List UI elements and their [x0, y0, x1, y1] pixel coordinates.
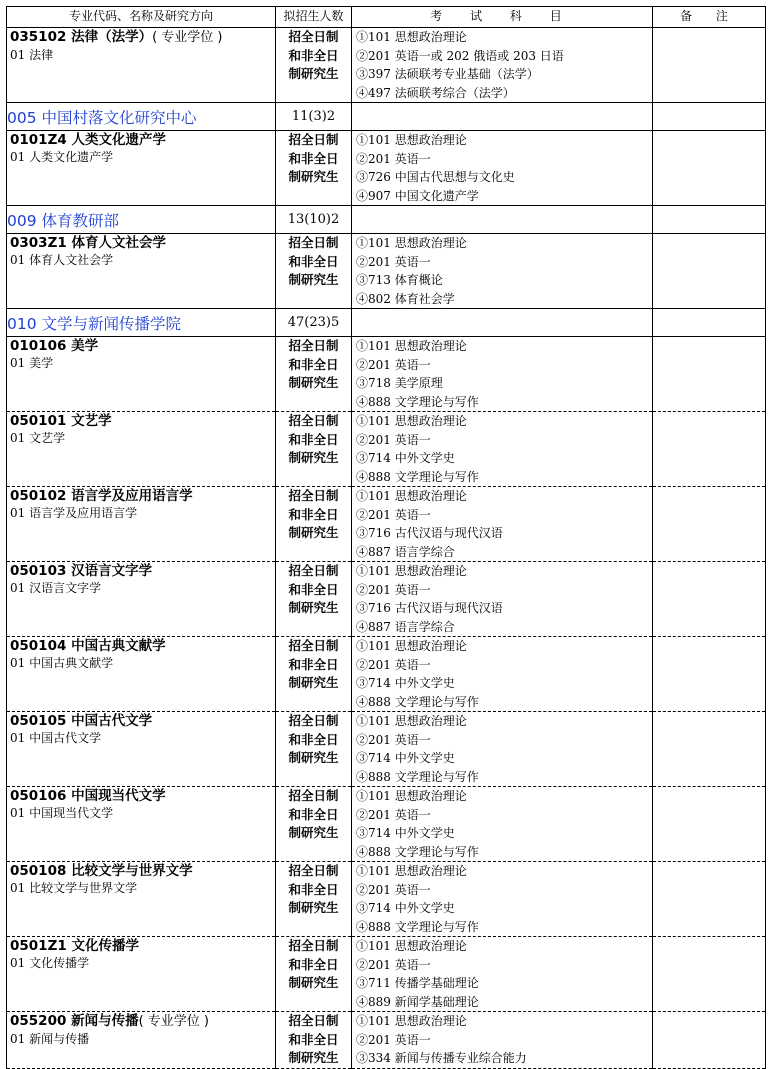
exam-subject: ②201 英语一	[356, 732, 431, 747]
research-direction: 01 法律	[10, 48, 54, 62]
major-code: 0101Z4	[10, 132, 67, 148]
department-exam-cell	[352, 309, 653, 337]
major-cell	[7, 862, 276, 937]
enrollment-mode-line: 和非全日	[288, 731, 339, 747]
department-name: 009 体育教研部	[7, 206, 276, 234]
major-title	[7, 234, 275, 252]
exam-subject: ③714 中外文学史	[356, 751, 455, 765]
exam-subjects-cell	[352, 712, 653, 787]
enrollment-mode-line: 制研究生	[288, 1050, 339, 1065]
exam-subject: ④888 文学理论与写作	[356, 844, 479, 859]
enrollment-mode-line: 和非全日	[288, 881, 339, 897]
enrollment-mode-cell	[276, 28, 352, 103]
enrollment-mode-line: 招全日制	[288, 488, 339, 503]
research-direction: 01 新闻与传播	[10, 1032, 90, 1046]
major-code: 050106	[10, 788, 67, 804]
enrollment-mode-cell	[276, 937, 352, 1012]
note-cell	[653, 234, 766, 309]
enrollment-mode-line: 招全日制	[288, 713, 339, 728]
department-quota: 13(10)2	[276, 206, 352, 234]
exam-subject: ④888 文学理论与写作	[356, 394, 479, 409]
exam-subject: ②201 英语一或 202 俄语或 203 日语	[356, 48, 564, 63]
department-exam-cell	[352, 206, 653, 234]
exam-subject: ④887 语言学综合	[356, 544, 455, 559]
note-cell	[653, 131, 766, 206]
department-name: 005 中国村落文化研究中心	[7, 103, 276, 131]
table-header-row	[7, 7, 766, 28]
major-code: 050108	[10, 863, 67, 879]
research-direction: 01 文化传播学	[10, 956, 90, 970]
exam-subject: ①101 思想政治理论	[356, 414, 467, 428]
major-code: 0303Z1	[10, 235, 67, 251]
major-name: 中国古代文学	[71, 713, 153, 729]
research-direction: 01 人类文化遗产学	[10, 150, 114, 164]
major-code: 050101	[10, 413, 67, 429]
exam-subject: ②201 英语一	[356, 657, 431, 672]
major-name: 美学	[71, 338, 99, 354]
enrollment-mode-cell	[276, 234, 352, 309]
enrollment-mode-line: 制研究生	[288, 525, 339, 540]
exam-subject: ④889 新闻学基础理论	[356, 994, 479, 1009]
exam-subject: ②201 英语一	[356, 582, 431, 597]
major-title	[7, 487, 275, 505]
major-cell	[7, 28, 276, 103]
note-cell	[653, 28, 766, 103]
enrollment-mode-line: 制研究生	[288, 66, 339, 81]
enrollment-mode-cell	[276, 562, 352, 637]
exam-subject: ④887 语言学综合	[356, 619, 455, 634]
major-row	[7, 562, 766, 637]
major-title	[7, 712, 275, 730]
major-cell	[7, 131, 276, 206]
major-name: 人类文化遗产学	[71, 132, 166, 148]
exam-subject: ③714 中外文学史	[356, 451, 455, 465]
exam-subject: ②201 英语一	[356, 357, 431, 372]
exam-subjects-cell	[352, 637, 653, 712]
enrollment-mode-line: 制研究生	[288, 750, 339, 765]
major-row	[7, 1012, 766, 1069]
exam-subject: ①101 思想政治理论	[356, 236, 467, 250]
enrollment-mode-cell	[276, 412, 352, 487]
major-title	[7, 637, 275, 655]
exam-subject: ③713 体育概论	[356, 273, 443, 287]
department-note-cell	[653, 206, 766, 234]
major-code: 050105	[10, 713, 67, 729]
major-cell	[7, 234, 276, 309]
exam-subject: ②201 英语一	[356, 957, 431, 972]
enrollment-mode-line: 和非全日	[288, 806, 339, 822]
enrollment-mode-cell	[276, 487, 352, 562]
note-cell	[653, 862, 766, 937]
exam-subject: ③716 古代汉语与现代汉语	[356, 526, 503, 540]
enrollment-mode-line: 招全日制	[288, 938, 339, 953]
exam-subject: ④888 文学理论与写作	[356, 694, 479, 709]
department-note-cell	[653, 103, 766, 131]
research-direction: 01 文艺学	[10, 431, 66, 445]
exam-subject: ②201 英语一	[356, 254, 431, 269]
enrollment-mode-line: 制研究生	[288, 450, 339, 465]
enrollment-mode-line: 制研究生	[288, 825, 339, 840]
enrollment-mode-cell	[276, 131, 352, 206]
exam-subject: ②201 英语一	[356, 432, 431, 447]
exam-subject: ③334 新闻与传播专业综合能力	[356, 1051, 527, 1065]
exam-subjects-cell	[352, 337, 653, 412]
enrollment-mode-line: 和非全日	[288, 253, 339, 269]
enrollment-mode-line: 和非全日	[288, 506, 339, 522]
exam-subject: ②201 英语一	[356, 807, 431, 822]
exam-subject: ②201 英语一	[356, 1032, 431, 1047]
major-code: 0501Z1	[10, 938, 67, 954]
department-row	[7, 206, 766, 234]
exam-subjects-cell	[352, 937, 653, 1012]
exam-subjects-cell	[352, 1012, 653, 1069]
exam-subject: ③726 中国古代思想与文化史	[356, 170, 515, 184]
major-title	[7, 862, 275, 880]
major-row	[7, 712, 766, 787]
enrollment-mode-line: 和非全日	[288, 47, 339, 63]
department-exam-cell	[352, 103, 653, 131]
exam-subject: ①101 思想政治理论	[356, 133, 467, 147]
research-direction: 01 美学	[10, 356, 54, 370]
header-exam-subjects: 考 试 科 目	[352, 7, 653, 28]
major-name: 文化传播学	[71, 938, 139, 954]
note-cell	[653, 937, 766, 1012]
exam-subject: ①101 思想政治理论	[356, 1014, 467, 1028]
major-code: 050103	[10, 563, 67, 579]
enrollment-mode-cell	[276, 862, 352, 937]
note-cell	[653, 487, 766, 562]
research-direction: 01 汉语言文字学	[10, 581, 102, 595]
enrollment-mode-cell	[276, 637, 352, 712]
enrollment-mode-line: 制研究生	[288, 169, 339, 184]
exam-subject: ④888 文学理论与写作	[356, 919, 479, 934]
major-cell	[7, 487, 276, 562]
major-row	[7, 637, 766, 712]
major-cell	[7, 337, 276, 412]
major-name: 新闻与传播	[71, 1013, 139, 1029]
research-direction: 01 中国古典文献学	[10, 656, 114, 670]
note-cell	[653, 712, 766, 787]
exam-subject: ①101 思想政治理论	[356, 30, 467, 44]
exam-subject: ②201 英语一	[356, 507, 431, 522]
exam-subject: ①101 思想政治理论	[356, 864, 467, 878]
exam-subject: ①101 思想政治理论	[356, 939, 467, 953]
exam-subjects-cell	[352, 487, 653, 562]
major-cell	[7, 787, 276, 862]
major-name: 比较文学与世界文学	[71, 863, 193, 879]
major-title	[7, 337, 275, 355]
enrollment-mode-line: 和非全日	[288, 956, 339, 972]
department-row	[7, 103, 766, 131]
note-cell	[653, 637, 766, 712]
major-name: 中国古典文献学	[71, 638, 166, 654]
research-direction: 01 语言学及应用语言学	[10, 506, 138, 520]
exam-subject: ③711 传播学基础理论	[356, 976, 479, 990]
major-code: 050102	[10, 488, 67, 504]
department-row	[7, 309, 766, 337]
major-row	[7, 28, 766, 103]
department-name: 010 文学与新闻传播学院	[7, 309, 276, 337]
exam-subject: ①101 思想政治理论	[356, 789, 467, 803]
enrollment-mode-line: 招全日制	[288, 29, 339, 44]
major-cell	[7, 937, 276, 1012]
exam-subject: ①101 思想政治理论	[356, 564, 467, 578]
enrollment-mode-line: 招全日制	[288, 788, 339, 803]
enrollment-mode-line: 制研究生	[288, 900, 339, 915]
enrollment-mode-line: 和非全日	[288, 431, 339, 447]
exam-subjects-cell	[352, 787, 653, 862]
major-degree-type: ( 专业学位 )	[138, 1014, 209, 1029]
major-cell	[7, 637, 276, 712]
enrollment-mode-line: 和非全日	[288, 1031, 339, 1047]
major-title	[7, 1012, 275, 1031]
major-name: 文艺学	[71, 413, 112, 429]
note-cell	[653, 562, 766, 637]
exam-subject: ①101 思想政治理论	[356, 639, 467, 653]
department-quota: 11(3)2	[276, 103, 352, 131]
major-row	[7, 234, 766, 309]
enrollment-mode-line: 和非全日	[288, 150, 339, 166]
major-cell	[7, 712, 276, 787]
exam-subjects-cell	[352, 131, 653, 206]
exam-subject: ①101 思想政治理论	[356, 714, 467, 728]
enrollment-mode-line: 招全日制	[288, 1013, 339, 1028]
exam-subject: ④888 文学理论与写作	[356, 469, 479, 484]
exam-subject: ①101 思想政治理论	[356, 489, 467, 503]
exam-subjects-cell	[352, 412, 653, 487]
exam-subject: ③714 中外文学史	[356, 826, 455, 840]
enrollment-mode-line: 和非全日	[288, 656, 339, 672]
exam-subject: ④497 法硕联考综合（法学）	[356, 85, 515, 100]
exam-subject: ④907 中国文化遗产学	[356, 188, 479, 203]
enrollment-mode-cell	[276, 712, 352, 787]
enrollment-mode-cell	[276, 787, 352, 862]
research-direction: 01 体育人文社会学	[10, 253, 114, 267]
major-title	[7, 787, 275, 805]
note-cell	[653, 412, 766, 487]
major-name: 语言学及应用语言学	[71, 488, 193, 504]
admissions-table	[6, 6, 766, 1069]
major-row	[7, 787, 766, 862]
enrollment-mode-line: 招全日制	[288, 638, 339, 653]
major-title	[7, 131, 275, 149]
major-title	[7, 937, 275, 955]
major-row	[7, 487, 766, 562]
major-cell	[7, 412, 276, 487]
major-name: 法律（法学）	[71, 29, 153, 45]
exam-subject: ③397 法硕联考专业基础（法学）	[356, 67, 539, 81]
exam-subject: ③718 美学原理	[356, 376, 443, 390]
research-direction: 01 中国现当代文学	[10, 806, 114, 820]
major-code: 035102	[10, 29, 67, 45]
enrollment-mode-line: 和非全日	[288, 581, 339, 597]
department-quota: 47(23)5	[276, 309, 352, 337]
exam-subjects-cell	[352, 234, 653, 309]
exam-subject: ④802 体育社会学	[356, 291, 455, 306]
major-row	[7, 937, 766, 1012]
research-direction: 01 中国古代文学	[10, 731, 102, 745]
note-cell	[653, 787, 766, 862]
enrollment-mode-line: 招全日制	[288, 863, 339, 878]
enrollment-mode-line: 招全日制	[288, 132, 339, 147]
enrollment-mode-line: 制研究生	[288, 600, 339, 615]
major-name: 体育人文社会学	[71, 235, 166, 251]
enrollment-mode-line: 和非全日	[288, 356, 339, 372]
major-title	[7, 562, 275, 580]
major-row	[7, 337, 766, 412]
exam-subject: ④888 文学理论与写作	[356, 769, 479, 784]
enrollment-mode-line: 制研究生	[288, 675, 339, 690]
major-code: 050104	[10, 638, 67, 654]
major-row	[7, 412, 766, 487]
enrollment-mode-line: 招全日制	[288, 338, 339, 353]
enrollment-mode-line: 招全日制	[288, 235, 339, 250]
major-row	[7, 862, 766, 937]
exam-subjects-cell	[352, 562, 653, 637]
header-major: 专业代码、名称及研究方向	[7, 7, 276, 28]
note-cell	[653, 337, 766, 412]
major-cell	[7, 1012, 276, 1069]
major-title	[7, 28, 275, 47]
exam-subject: ②201 英语一	[356, 151, 431, 166]
enrollment-mode-line: 制研究生	[288, 272, 339, 287]
major-title	[7, 412, 275, 430]
exam-subject: ③716 古代汉语与现代汉语	[356, 601, 503, 615]
enrollment-mode-cell	[276, 337, 352, 412]
major-name: 汉语言文字学	[71, 563, 153, 579]
header-quota: 拟招生人数	[276, 7, 352, 28]
exam-subject: ③714 中外文学史	[356, 901, 455, 915]
department-note-cell	[653, 309, 766, 337]
enrollment-mode-cell	[276, 1012, 352, 1069]
enrollment-mode-line: 招全日制	[288, 563, 339, 578]
enrollment-mode-line: 制研究生	[288, 375, 339, 390]
header-notes: 备 注	[653, 7, 766, 28]
exam-subject: ②201 英语一	[356, 882, 431, 897]
major-row	[7, 131, 766, 206]
major-code: 055200	[10, 1013, 67, 1029]
exam-subject: ③714 中外文学史	[356, 676, 455, 690]
exam-subjects-cell	[352, 862, 653, 937]
research-direction: 01 比较文学与世界文学	[10, 881, 138, 895]
exam-subject: ①101 思想政治理论	[356, 339, 467, 353]
note-cell	[653, 1012, 766, 1069]
enrollment-mode-line: 招全日制	[288, 413, 339, 428]
major-name: 中国现当代文学	[71, 788, 166, 804]
major-degree-type: ( 专业学位 )	[152, 30, 223, 45]
enrollment-mode-line: 制研究生	[288, 975, 339, 990]
exam-subjects-cell	[352, 28, 653, 103]
major-cell	[7, 562, 276, 637]
major-code: 010106	[10, 338, 67, 354]
